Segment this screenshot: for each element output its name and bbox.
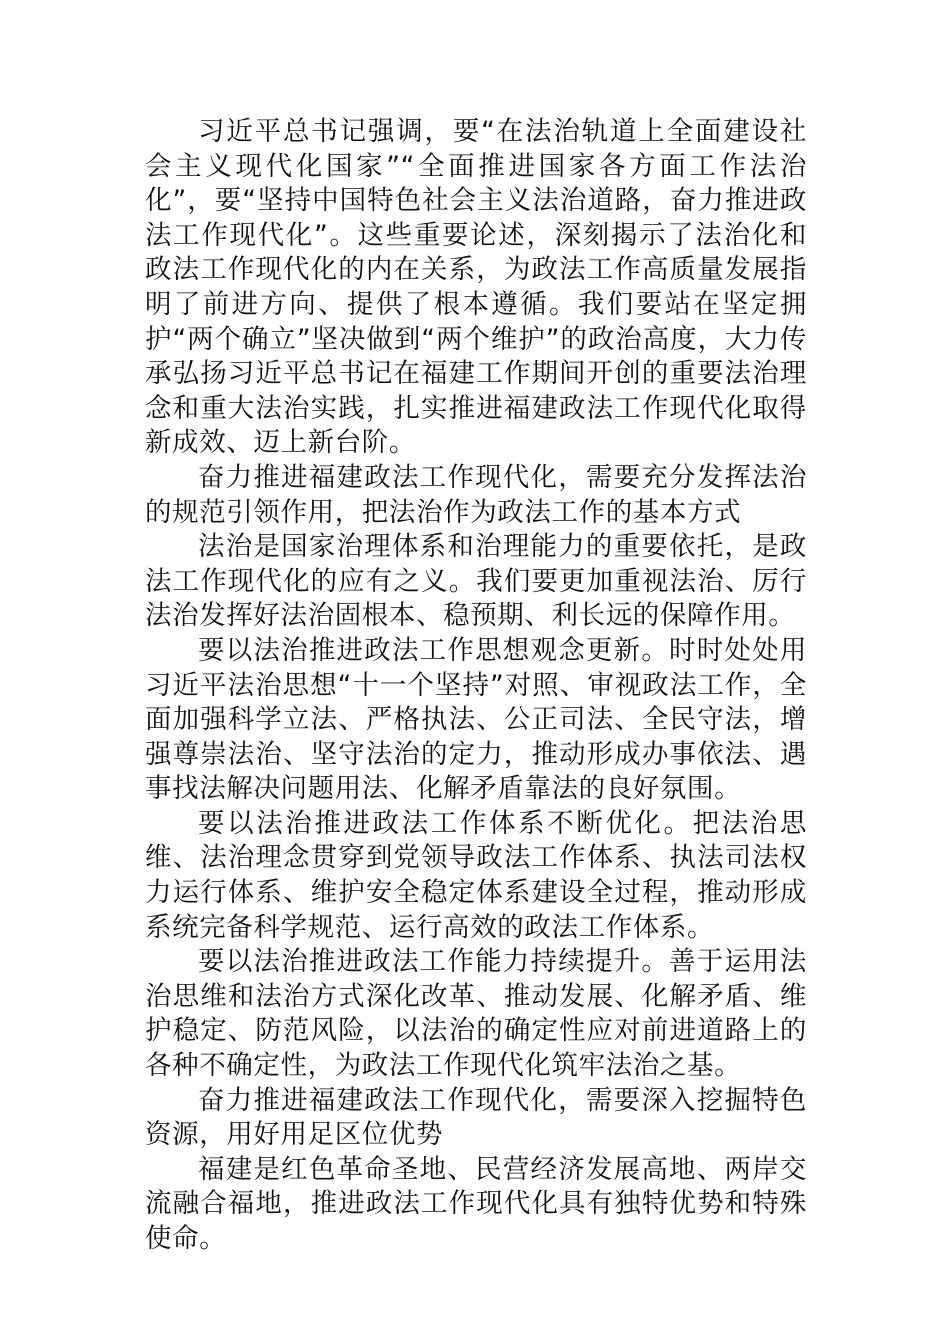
paragraph-system: 要以法治推进政法工作体系不断优化。把法治思维、法治理念贯穿到党领导政法工作体系、执法司法权力运行体系、维护安全稳定体系建设全过程，推动形成系统完备科学规范、运行高效的政法工作体系。 <box>145 807 807 943</box>
section-heading-resources: 奋力推进福建政法工作现代化，需要深入挖掘特色资源，用好用足区位优势 <box>145 1084 807 1151</box>
paragraph-ideas: 要以法治推进政法工作思想观念更新。时时处处用习近平法治思想“十一个坚持”对照、审视政法工作，全面加强科学立法、严格执法、公正司法、全民守法，增强尊崇法治、坚守法治的定力，推动形成办事依法、遇事找法解决问题用法、化解矛盾靠法的良好氛围。 <box>145 634 807 805</box>
paragraph-rule-of-law: 法治是国家治理体系和治理能力的重要依托，是政法工作现代化的应有之义。我们要更加重视法治、厉行法治发挥好法治固根本、稳预期、利长远的保障作用。 <box>145 531 807 632</box>
document-page <box>145 115 807 1257</box>
paragraph-capability: 要以法治推进政法工作能力持续提升。善于运用法治思维和法治方式深化改革、推动发展、化解矛盾、维护稳定、防范风险，以法治的确定性应对前进道路上的各种不确定性，为政法工作现代化筑牢法治之基。 <box>145 946 807 1082</box>
section-heading-rule-of-law: 奋力推进福建政法工作现代化，需要充分发挥法治的规范引领作用，把法治作为政法工作的基本方式 <box>145 461 807 528</box>
paragraph-intro: 习近平总书记强调，要“在法治轨道上全面建设社会主义现代化国家”“全面推进国家各方面工作法治化”，要“坚持中国特色社会主义法治道路，奋力推进政法工作现代化”。这些重要论述，深刻揭示了法治化和政法工作现代化的内在关系，为政法工作高质量发展指明了前进方向、提供了根本遵循。我们要站在坚定拥护“两个确立”坚决做到“两个维护”的政治高度，大力传承弘扬习近平总书记在福建工作期间开创的重要法治理念和重大法治实践，扎实推进福建政法工作现代化取得新成效、迈上新台阶。 <box>145 116 807 459</box>
paragraph-fujian: 福建是红色革命圣地、民营经济发展高地、两岸交流融合福地，推进政法工作现代化具有独特优势和特殊使命。 <box>145 1153 807 1254</box>
